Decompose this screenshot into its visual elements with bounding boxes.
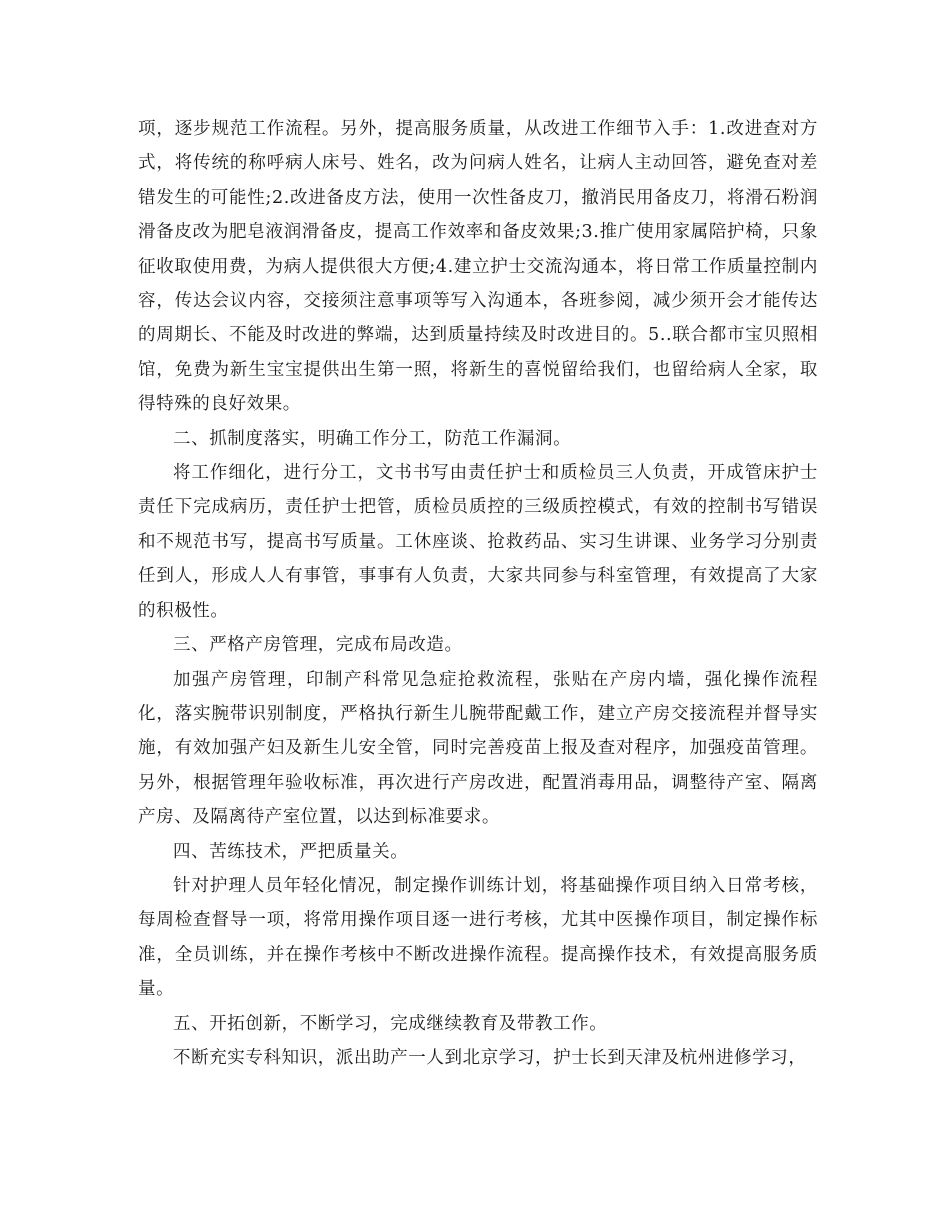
paragraph-section-3-body: 加强产房管理，印制产科常见急症抢救流程，张贴在产房内墙，强化操作流程化，落实腕带识别制度，严格执行新生儿腕带配戴工作，建立产房交接流程并督导实施，有效加强产妇及新生儿安全管，同时完善疫苗上报及查对程序，加强疫苗管理。另外，根据管理年验收标准，再次进行产房改进，配置消毒用品，调整待产室、隔离产房、及隔离待产室位置，以达到标准要求。 (138, 669, 818, 828)
heading-section-4: 四、苦练技术，严把质量关。 (173, 841, 409, 862)
heading-section-3: 三、严格产房管理，完成布局改造。 (173, 635, 463, 656)
paragraph-section-4-body: 针对护理人员年轻化情况，制定操作训练计划，将基础操作项目纳入日常考核，每周检查督导一项，将常用操作项目逐一进行考核，尤其中医操作项目，制定操作标准，全员训练，并在操作考核中不断改进操作流程。提高操作技术，有效提高服务质量。 (138, 875, 818, 1000)
heading-section-2: 二、抓制度落实，明确工作分工，防范工作漏洞。 (173, 428, 572, 449)
paragraph-section-5-body: 不断充实专科知识，派出助产一人到北京学习，护士长到天津及杭州进修学习， (173, 1047, 807, 1068)
document-page (138, 112, 818, 1075)
paragraph-section-2-body: 将工作细化，进行分工，文书书写由责任护士和质检员三人负责，开成管床护士责任下完成病历，责任护士把管，质检员质控的三级质控模式，有效的控制书写错误和不规范书写，提高书写质量。工休座谈、抢救药品、实习生讲课、业务学习分别责任到人，形成人人有事管，事事有人负责，大家共同参与科室管理，有效提高了大家的积极性。 (138, 463, 818, 621)
paragraph-continuation: 项，逐步规范工作流程。另外，提高服务质量，从改进工作细节入手：1.改进查对方式，将传统的称呼病人床号、姓名，改为问病人姓名，让病人主动回答，避免查对差错发生的可能性;2.改进备皮方法，使用一次性备皮刀，撤消民用备皮刀，将滑石粉润滑备皮改为肥皂液润滑备皮，提高工作效率和备皮效果;3.推广使用家属陪护椅，只象征收取使用费，为病人提供很大方便;4.建立护士交流沟通本，将日常工作质量控制内容，传达会议内容，交接须注意事项等写入沟通本，各班参阅，减少须开会才能传达的周期长、不能及时改进的弊端，达到质量持续及时改进目的。5..联合都市宝贝照相馆，免费为新生宝宝提供出生第一照，将新生的喜悦留给我们，也留给病人全家，取得特殊的良好效果。 (138, 119, 818, 415)
heading-section-5: 五、开拓创新，不断学习，完成继续教育及带教工作。 (173, 1013, 608, 1034)
